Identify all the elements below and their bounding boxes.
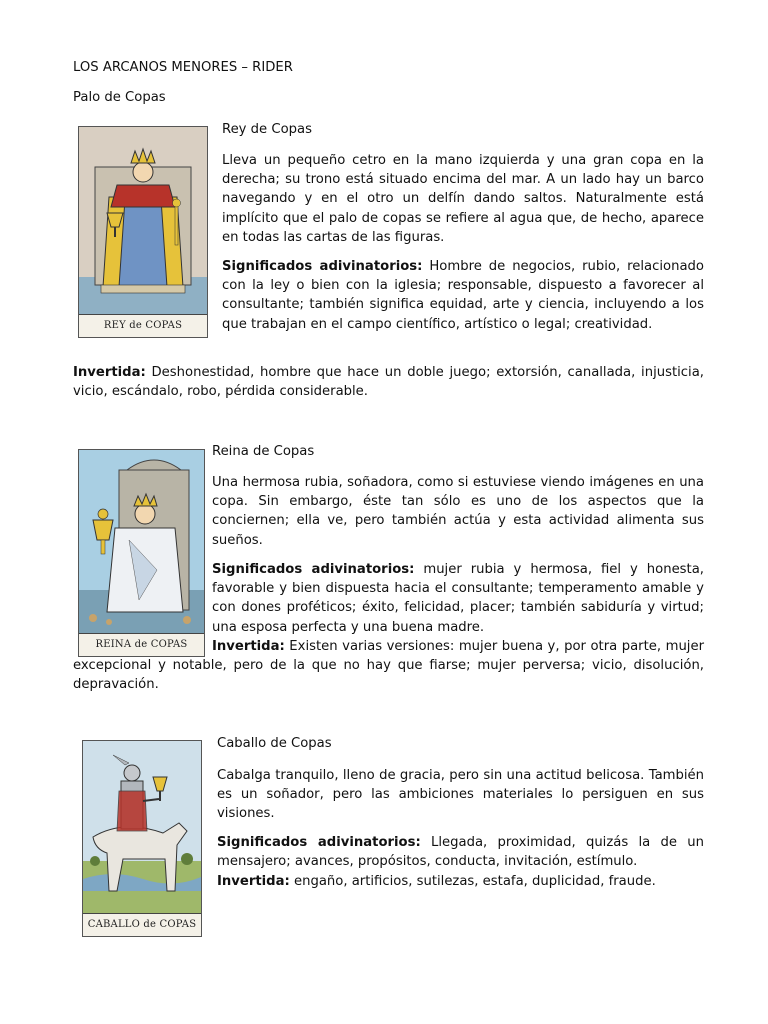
card-reversed — [73, 637, 704, 695]
meanings-text: mujer rubia y hermosa, fiel y honesta, favorable y bien dispuesta hacia el consultante; temperamento amable y con dones proféticos; éxito, felicidad, placer; también sabiduría y virtud; una esposa perfecta y una buena madre. — [212, 562, 704, 635]
card-heading: Reina de Copas — [212, 444, 315, 459]
reversed-label: Invertida: — [212, 639, 285, 654]
reversed-label: Invertida: — [217, 874, 290, 889]
reversed-text: Existen varias versiones: mujer buena y, por otra parte, mujer excepcional y notable, pero de la que no hay que fiarse; mujer perversa; vicio, disolución, depravación. — [73, 639, 704, 693]
card-caption: CABALLO de COPAS — [83, 913, 201, 936]
card-meanings — [217, 833, 704, 871]
knight-of-cups-card-image — [82, 740, 202, 937]
card-description: Cabalga tranquilo, lleno de gracia, pero sin una actitud belicosa. También es un soñador, pero las ambiciones materiales lo persiguen en sus visiones. — [217, 768, 704, 822]
card-reversed — [217, 872, 704, 891]
meanings-label: Significados adivinatorios: — [222, 259, 423, 274]
card-heading: Caballo de Copas — [217, 736, 332, 751]
reversed-text: engaño, artificios, sutilezas, estafa, duplicidad, fraude. — [289, 874, 656, 889]
meanings-label: Significados adivinatorios: — [212, 562, 415, 577]
reversed-text: Deshonestidad, hombre que hace un doble juego; extorsión, canallada, injusticia, vicio, escándalo, robo, pérdida considerable. — [73, 365, 704, 400]
card-heading: Rey de Copas — [222, 122, 312, 137]
card-meanings — [212, 560, 704, 637]
card-meanings — [222, 257, 704, 334]
card-description: Lleva un pequeño cetro en la mano izquierda y una gran copa en la derecha; su trono está situado encima del mar. A un lado hay un barco navegando y en el otro un delfín dando saltos. Naturalmente está implícito que el palo de copas se refiere al agua que, de hecho, aparece en todas las cartas de las figuras. — [222, 153, 704, 245]
document-title: LOS ARCANOS MENORES – RIDER — [73, 60, 293, 75]
suit-heading: Palo de Copas — [73, 90, 166, 105]
queen-of-cups-card-image — [78, 449, 205, 657]
card-description: Una hermosa rubia, soñadora, como si estuviese viendo imágenes en una copa. Sin embargo, éste tan sólo es uno de los aspectos que la conciernen; ella ve, pero también actúa y esta actividad alimenta sus sueños. — [212, 475, 704, 548]
card-caption: REY de COPAS — [79, 314, 207, 337]
reversed-label: Invertida: — [73, 365, 146, 380]
card-reversed — [73, 363, 704, 401]
card-caption: REINA de COPAS — [79, 633, 204, 656]
king-of-cups-card-image — [78, 126, 208, 338]
meanings-text: Hombre de negocios, rubio, relacionado con la ley o bien con la iglesia; responsable, dispuesto a favorecer al consultante; también significa equidad, arte y ciencia, incluyendo a los que trabajan en el campo científico, artístico o legal; creatividad. — [222, 259, 704, 332]
meanings-label: Significados adivinatorios: — [217, 835, 421, 850]
meanings-text: Llegada, proximidad, quizás la de un mensajero; avances, propósitos, conducta, invitación, estímulo. — [217, 835, 705, 870]
